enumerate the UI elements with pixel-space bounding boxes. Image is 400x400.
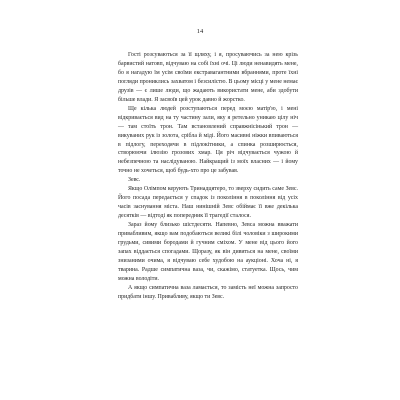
paragraph-1: Гості розсуваються за її щляху, і я, просуваючись за нею крізь барвистий натовп, відчуваю на собі їхні очі. Ці люди ненавидять мене, бо я нагадую їм усім своїми екстравагантними вбраннями, проте їхні погляди прониклись захватом і безсилістю. В цьому місці у мене немає друзів — є лише люди, що жадають використати мене, аби здобути більше влади. Я засвоїв цей урок давно й жорстко. <box>118 52 298 103</box>
paragraph-5: Зараз йому близько шістдесяти. Напевно, Зевса можна вважати привабливим, якщо вам подобаються великі білі чоловіки з широкими грудьми, сивими бородами й гучним сміхом. У мене від цього його запах віддається спогадами. Щоразу, як він дивиться на мене, своїми знизаними очима, я відчуваю себе худобою на аукціоні. Хоча ні, я тварина. Радше симпатична ваза, чи, скажімо, статуетка. Щось, чим можна володіти. <box>118 222 298 282</box>
paragraph-3: Зевс. <box>128 177 141 184</box>
paragraph-2: Ще кілька людей розступаються перед моєю матір'ю, і мені відкривається вид на ту частину зали, яку я ретельно уникаю цілу ніч — там стоїть трон. Там встановлений справжнісінький трон — викуваних рук із золота, срібла й міді. Його масивні ніжки впиваються в підлогу, переходячи в підлокітники, а спинка розширюється, створюючи ілюзію грозових хмар. Ця річ відчувається чужою й небезпечною та наслідуваною. Найкращий із моїх власних — і йому точно не хочеться, щоб будь-хто про це забував. <box>118 105 298 175</box>
paragraph-4: Якщо Олімпом керують Тринадцятеро, то зверху сидить саме Зевс. Його посада передається у спадок із покоління в покоління від усіх часів заснування міста. Наш нинішній Зевс обіймає її вже декілька десятків — відтоді як попередник її трагедії сталося. <box>118 186 298 220</box>
body-text <box>118 51 298 302</box>
paragraph-6: А якщо симпатична ваза ламається, то замість неї можна запросто придбати іншу. Привабливу, якщо ти Зевс. <box>118 284 298 300</box>
page-number: 14 <box>196 28 204 35</box>
